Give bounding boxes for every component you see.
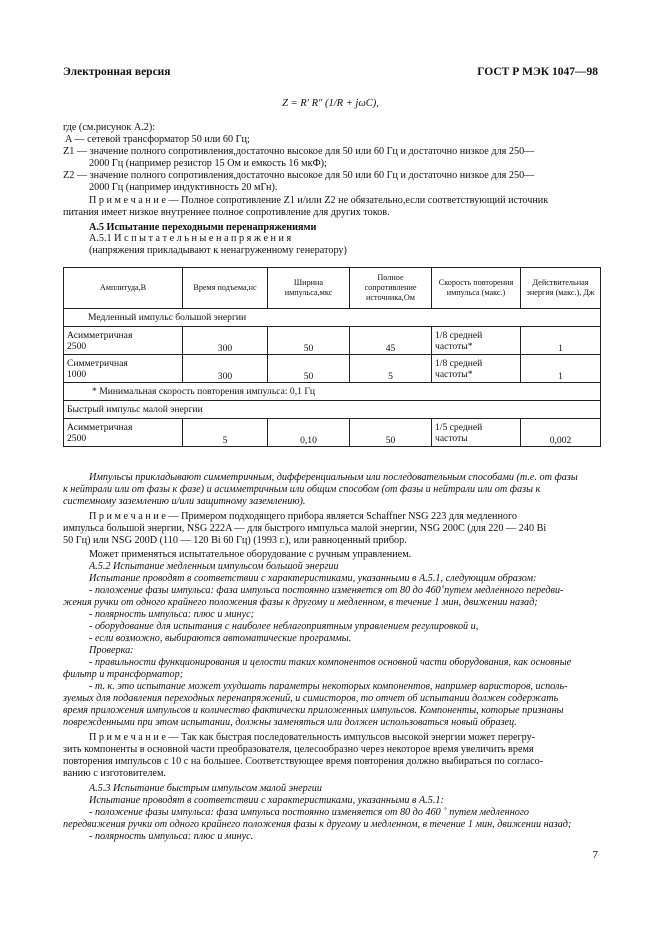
a52-line: жения ручки от одного крайнего положения фазы к другому и медленном, в течение 1 мин, движении назад; (63, 597, 538, 608)
cell-energy: 0,002 (521, 419, 601, 447)
pulse-application-line: Импульсы прикладывают симметричным, дифференциальным или последовательным способами (т.е. от фазы (89, 472, 578, 483)
table-group-row (64, 309, 601, 327)
note-1-line: питания имеет низкое внутреннее полное сопротивление для других токов. (63, 207, 390, 218)
impedance-formula: Z = R′ R″ (1/R + jωC), (282, 98, 379, 109)
a53-line: - полярность импульса: плюс и минус. (89, 831, 254, 842)
section-a5-title: А.5 Испытание переходными перенапряжениями (89, 222, 317, 233)
a52-line: зуемых для подавления переходных перенапряжений, и симисторов, то отчет об испытании должен содержать (63, 693, 559, 704)
a52-line: время приложения импульсов и количество фактически приложенных импульсов. Компоненты, которые признаны (63, 705, 564, 716)
a53-line: - положение фазы импульса: фаза импульса постоянно изменяется от 80 до 460 ˚ путем медленного (89, 807, 529, 818)
cell-amplitude: Симметричная 1000 (64, 355, 183, 383)
col-header-energy: Действительная энергия (макс.), Дж (521, 268, 601, 309)
where-line: где (см.рисунок А.2): (63, 122, 156, 133)
a53-line: передвижения ручки от одного крайнего положения фазы к другому и медленном, в течение 1 мин, движении назад; (63, 819, 572, 830)
a52-line: фильтр и трансформатор; (63, 669, 184, 680)
cell-repetition-rate: 1/8 средней частоты* (432, 355, 521, 383)
cell-rise-time: 300 (183, 355, 268, 383)
cell-pulse-width: 50 (268, 355, 350, 383)
col-header-amplitude: Амплитуда,В (64, 268, 183, 309)
note-2-line: импульса большой энергии, NSG 222A — для быстрого импульса малой энергии, NSG 200C (для 220 — 240 Вi (63, 523, 547, 534)
a52-line: - оборудование для испытания с наиболее неблагоприятным управлением регулировкой и, (89, 621, 479, 632)
table-row (64, 355, 601, 383)
pulse-parameters-table (63, 267, 601, 447)
section-a53-title: А.5.3 Испытание быстрым импульсом малой энергии (89, 783, 322, 794)
col-header-repetition-rate: Скорость повторения импульса (макс.) (432, 268, 521, 309)
group-title-fast: Быстрый импульс малой энергии (64, 401, 601, 419)
note-3-line (89, 732, 535, 744)
note-label: П р и м е ч а н и е (89, 732, 166, 743)
section-a52-title: А.5.2 Испытание медленным импульсом большой энергии (89, 561, 339, 572)
table-header-row (64, 268, 601, 309)
cell-energy: 1 (521, 355, 601, 383)
col-header-impedance: Полное сопротивление источника,Ом (350, 268, 432, 309)
where-line: A — сетевой трансформатор 50 или 60 Гц; (65, 134, 250, 145)
col-header-rise-time: Время подъема,нс (183, 268, 268, 309)
note-1-line (89, 195, 548, 207)
cell-pulse-width: 50 (268, 327, 350, 355)
header-standard-number: ГОСТ Р МЭК 1047—98 (477, 66, 598, 78)
note-3-line: повторения импульсов с 10 с на большее. Соответствующее время повторения должно выбираться по согласо- (63, 756, 544, 767)
where-line: 2000 Гц (например резистор 15 Ом и емкость 16 мкФ); (89, 158, 327, 169)
where-line: Z2 — значение полного сопротивления,достаточно высокое для 50 или 60 Гц и достаточно низкое для 250— (63, 170, 535, 181)
note-label: П р и м е ч а н и е (89, 511, 166, 522)
cell-repetition-rate: 1/5 средней частоты (432, 419, 521, 447)
note-text: — Примером подходящего прибора является Schaffner NSG 223 для медленного (165, 511, 518, 522)
cell-amplitude: Асимметричная 2500 (64, 419, 183, 447)
a52-line: - положение фазы импульса: фаза импульса постоянно изменяется от 80 до 460˚путем медленного передви- (89, 585, 564, 596)
cell-amplitude: Асимметричная 2500 (64, 327, 183, 355)
where-line: Z1 — значение полного сопротивления,достаточно высокое для 50 или 60 Гц и достаточно низкое для 250— (63, 146, 535, 157)
a52-line: - если возможно, выбираются автоматические программы. (89, 633, 352, 644)
a52-line: Проверка: (89, 645, 134, 656)
pulse-application-line: к нейтрали или от фазы к фазе) и асимметричным или общим способом (от фазы и нейтрали или от фазы к (63, 484, 541, 495)
a53-line: Испытание проводят в соответствии с характеристиками, указанными в А.5.1: (89, 795, 444, 806)
where-line: 2000 Гц (например индуктивность 20 мГн). (89, 182, 278, 193)
note-2-line: 50 Гц) или NSG 200D (110 — 120 Вi 60 Гц) (1993 г.), или равноценный прибор. (63, 535, 407, 546)
note-3-line: зить компоненты в основной части преобразователя, целесообразно через некоторое время увеличить время (63, 744, 534, 755)
a52-line: - полярность импульса: плюс и минус; (89, 609, 255, 620)
header-edition-label: Электронная версия (63, 66, 171, 78)
table-row (64, 327, 601, 355)
cell-impedance: 45 (350, 327, 432, 355)
a52-line: - правильности функционирования и целости таких компонентов основной части оборудования, как основные (89, 657, 572, 668)
section-a51-title: А.5.1 И с п ы т а т е л ь н ы е н а п р я ж е н и я (89, 233, 292, 244)
note-2-line (89, 511, 517, 523)
cell-impedance: 50 (350, 419, 432, 447)
cell-rise-time: 300 (183, 327, 268, 355)
note-text: — Полное сопротивление Z1 и/или Z2 не обязательно,если соответствующий источник (165, 195, 549, 206)
table-group-row (64, 401, 601, 419)
a52-line: поврежденными при этом испытании, должны заменяться или должен использоваться новый образец. (63, 717, 517, 728)
cell-impedance: 5 (350, 355, 432, 383)
manual-equipment-line: Может применяться испытательное оборудование с ручным управлением. (89, 549, 412, 560)
cell-repetition-rate: 1/8 средней частоты* (432, 327, 521, 355)
table-footnote-row (64, 383, 601, 401)
a52-line: Испытание проводят в соответствии с характеристиками, указанными в А.5.1, следующим образом: (89, 573, 537, 584)
table-footnote: * Минимальная скорость повторения импульса: 0,1 Гц (64, 383, 601, 401)
a52-line: - т. к. это испытание может ухудшать параметры некоторых компонентов, например варисторов, исполь- (89, 681, 568, 692)
cell-pulse-width: 0,10 (268, 419, 350, 447)
table-row (64, 419, 601, 447)
note-label: П р и м е ч а н и е (89, 195, 166, 206)
page-number: 7 (592, 849, 598, 861)
cell-rise-time: 5 (183, 419, 268, 447)
pulse-application-line: системному заземлению и/или защитному заземлению). (63, 496, 306, 507)
section-a51-note: (напряжения прикладывают к ненагруженному генератору) (89, 245, 347, 256)
note-text: — Так как быстрая последовательность импульсов высокой энергии может перегру- (165, 732, 536, 743)
col-header-pulse-width: Ширина импульса,мкс (268, 268, 350, 309)
note-3-line: ванию с изготовителем. (63, 768, 166, 779)
cell-energy: 1 (521, 327, 601, 355)
group-title-slow: Медленный импульс большой энергии (64, 309, 601, 327)
